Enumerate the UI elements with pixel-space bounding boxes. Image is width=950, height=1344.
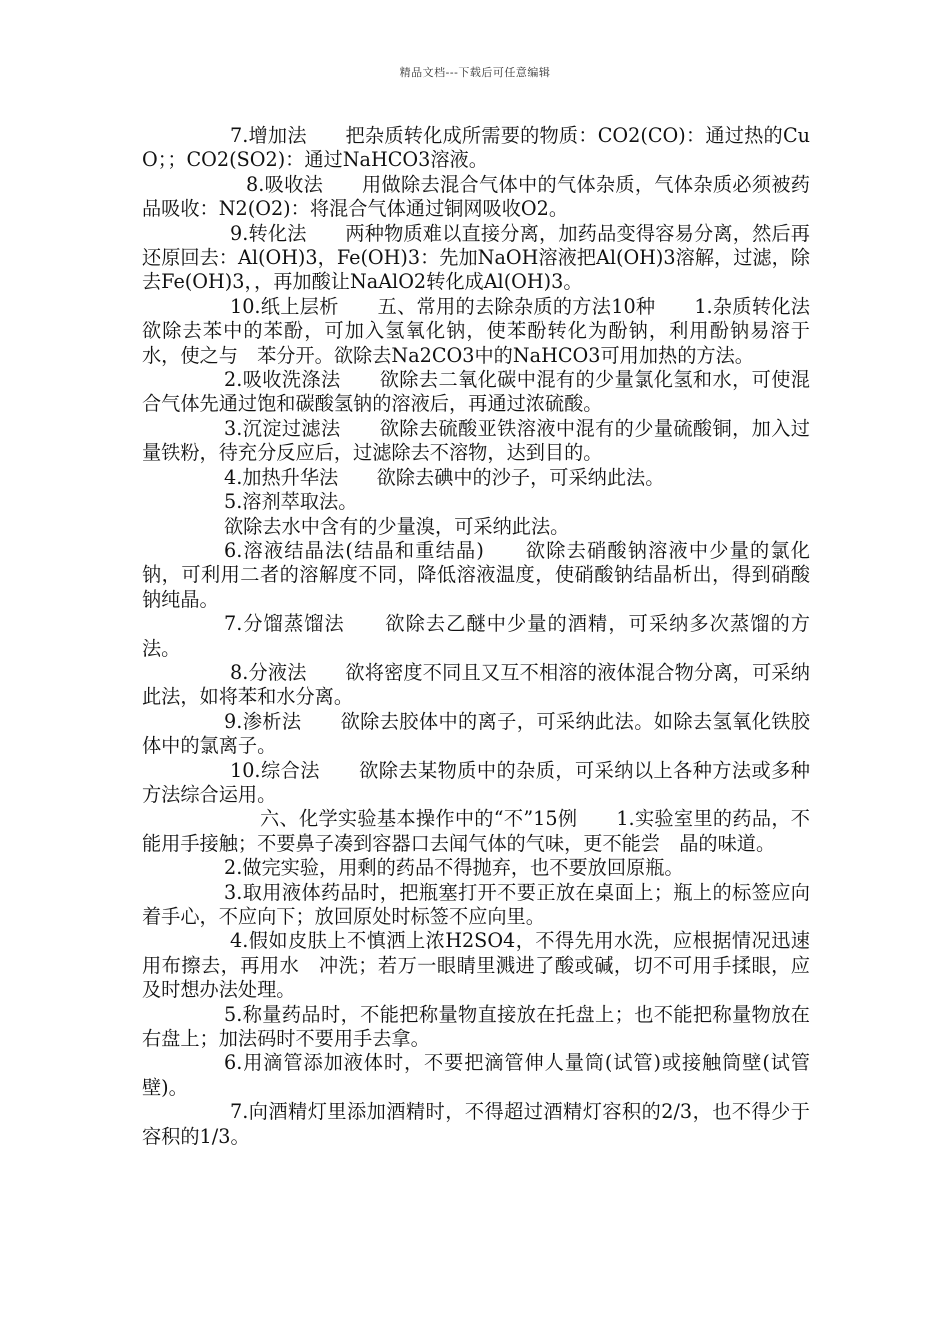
paragraph-conversion-method: 9.转化法 两种物质难以直接分离，加药品变得容易分离，然后再还原回去：Al(OH)3，Fe(OH)3：先加NaOH溶液把Al(OH)3溶解，过滤，除去Fe(OH)3，，再加酸让NaAlO2转化成Al(OH)3。 [142,221,810,294]
paragraph-liquid-separation: 8.分液法 欲将密度不同且又互不相溶的液体混合物分离，可采纳此法，如将苯和水分离。 [142,660,810,709]
paragraph-fractional-distillation: 7.分馏蒸馏法 欲除去乙醚中少量的酒精，可采纳多次蒸馏的方法。 [142,612,810,660]
paragraph-rule-3: 3.取用液体药品时，把瓶塞打开不要正放在桌面上；瓶上的标签应向着手心，不应向下；放回原处时标签不应向里。 [142,880,810,928]
paragraph-heating-sublimation: 4.加热升华法 欲除去碘中的沙子，可采纳此法。 [224,465,665,489]
paragraph-absorption-washing: 2.吸收洗涤法 欲除去二氧化碳中混有的少量氯化氢和水，可使混合气体先通过饱和碳酸氢钠的溶液后，再通过浓硫酸。 [142,368,810,416]
paragraph-absorption-method: 8.吸收法 用做除去混合气体中的气体杂质，气体杂质必须被药品吸收：N2(O2)：将混合气体通过铜网吸收O2。 [142,172,810,221]
paragraph-dialysis: 9.渗析法 欲除去胶体中的离子，可采纳此法。如除去氢氧化铁胶体中的氯离子。 [142,709,810,758]
paragraph-rule-7: 7.向酒精灯里添加酒精时，不得超过酒精灯容积的2/3，也不得少于容积的1/3。 [142,1100,810,1148]
paragraph-combined-method: 10.综合法 欲除去某物质中的杂质，可采纳以上各种方法或多种方法综合运用。 [142,758,810,806]
paragraph-solvent-extraction: 5.溶剂萃取法。 [224,490,358,514]
paragraph-rule-6: 6.用滴管添加液体时，不要把滴管伸人量筒(试管)或接触筒壁(试管壁)。 [142,1051,810,1099]
paragraph-precipitation-filtration: 3.沉淀过滤法 欲除去硫酸亚铁溶液中混有的少量硫酸铜，加入过量铁粉，待充分反应后，过滤除去不溶物，达到目的。 [142,416,810,465]
paragraph-increase-method: 7.增加法 把杂质转化成所需要的物质：CO2(CO)：通过热的CuO；；CO2(SO2)：通过NaHCO3溶液。 [142,124,810,172]
paragraph-crystallization: 6.溶液结晶法(结晶和重结晶) 欲除去硝酸钠溶液中少量的氯化钠，可利用二者的溶解度不同，降低溶液温度，使硝酸钠结晶析出，得到硝酸钠纯晶。 [142,538,810,611]
paragraph-paper-chromatography: 10.纸上层析 五、常用的去除杂质的方法10种 1.杂质转化法 欲除去苯中的苯酚，可加入氢氧化钠，使苯酚转化为酚钠，利用酚钠易溶于水，使之与 苯分开。欲除去Na2CO3中的NaHCO3可用加热的方法。 [142,294,849,367]
paragraph-rule-2: 2.做完实验，用剩的药品不得抛弃，也不要放回原瓶。 [224,856,684,880]
paragraph-section-six: 六、化学实验基本操作中的“不”15例 1.实验室里的药品，不能用手接触；不要鼻子凑到容器口去闻气体的气味，更不能尝 晶的味道。 [142,807,810,855]
paragraph-rule-4: 4.假如皮肤上不慎洒上浓H2SO4，不得先用水洗，应根据情况迅速用布擦去，再用水 冲洗；若万一眼睛里溅进了酸或碱，切不可用手揉眼，应及时想办法处理。 [142,929,810,1002]
paragraph-remove-bromine: 欲除去水中含有的少量溴，可采纳此法。 [224,514,570,538]
document-body [142,124,849,1149]
paragraph-rule-5: 5.称量药品时，不能把称量物直接放在托盘上；也不能把称量物放在右盘上；加法码时不要用手去拿。 [142,1002,810,1051]
page-header: 精品文档---下载后可任意编辑 [399,66,551,79]
